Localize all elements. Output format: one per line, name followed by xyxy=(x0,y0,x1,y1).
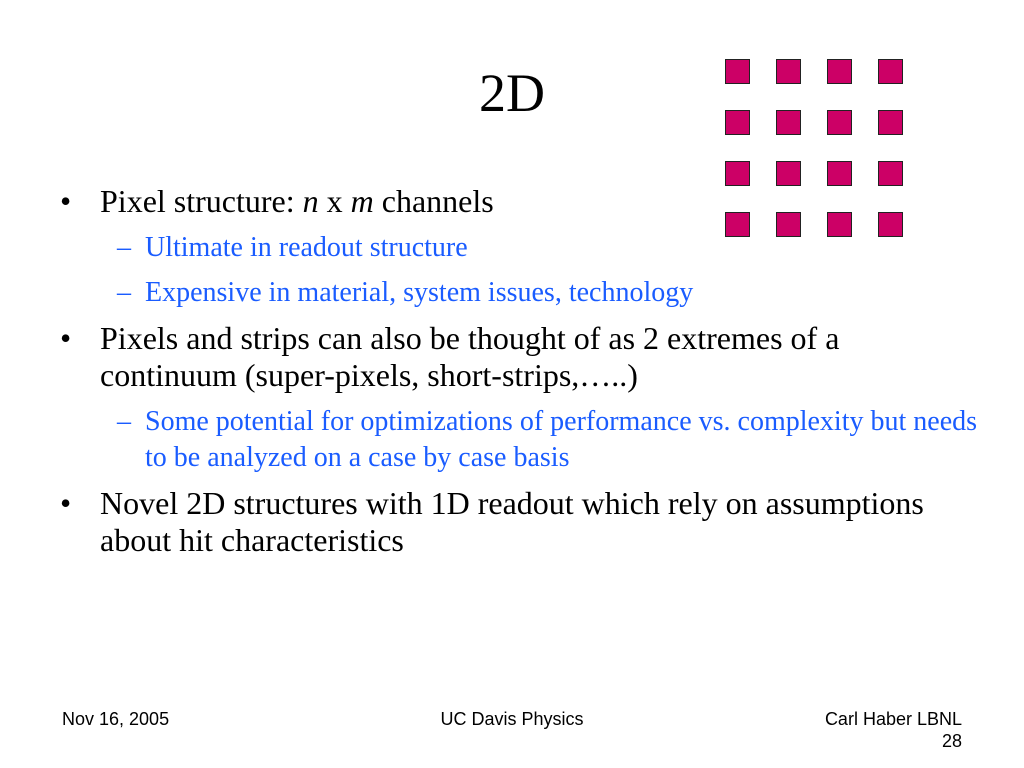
bullet-text: Novel 2D structures with 1D readout which rely on assumptions about hit characteristics xyxy=(100,485,924,558)
pixel-square xyxy=(878,110,903,135)
slide-body xyxy=(60,183,980,569)
pixel-square xyxy=(878,59,903,84)
bullet-text: Pixels and strips can also be thought of as 2 extremes of a continuum (super-pixels, short-strips,…..) xyxy=(100,320,840,393)
bullet-text-part: Pixel structure: xyxy=(100,183,303,219)
bullet-marker: • xyxy=(60,485,72,521)
bullet-text-part: channels xyxy=(373,183,494,219)
sub-bullet-marker: – xyxy=(117,232,131,263)
bullet-marker: • xyxy=(60,320,72,356)
footer-author: Carl Haber LBNL xyxy=(824,709,962,729)
sub-bullet-text: Ultimate in readout structure xyxy=(145,232,468,263)
footer-page-number: 28 xyxy=(941,731,962,751)
footer-author-page xyxy=(825,708,962,752)
pixel-square xyxy=(827,59,852,84)
footer-venue: UC Davis Physics xyxy=(440,709,584,729)
sub-bullet-optimizations xyxy=(60,404,980,476)
slide-title: 2D xyxy=(479,63,545,123)
bullet-text-part-italic: n xyxy=(302,183,319,219)
bullet-text-part: x xyxy=(318,183,351,219)
sub-bullet-marker: – xyxy=(117,277,131,308)
footer-date: Nov 16, 2005 xyxy=(62,709,170,729)
bullet-text-part-italic: m xyxy=(350,183,374,219)
bullet-marker: • xyxy=(60,183,72,219)
pixel-square xyxy=(776,110,801,135)
sub-bullet-expensive xyxy=(60,275,980,311)
bullet-pixel-structure xyxy=(60,183,980,220)
sub-bullet-text: Some potential for optimizations of performance vs. complexity but needs to be analyzed on a case by case basis xyxy=(145,406,978,473)
sub-bullet-text: Expensive in material, system issues, technology xyxy=(145,277,694,308)
bullet-pixels-and-strips xyxy=(60,320,980,394)
sub-bullet-marker: – xyxy=(117,406,131,437)
sub-bullet-ultimate-readout xyxy=(60,230,980,266)
pixel-square xyxy=(776,59,801,84)
pixel-square xyxy=(827,110,852,135)
pixel-square xyxy=(725,59,750,84)
bullet-novel-2d-structures xyxy=(60,485,980,559)
pixel-square xyxy=(725,110,750,135)
